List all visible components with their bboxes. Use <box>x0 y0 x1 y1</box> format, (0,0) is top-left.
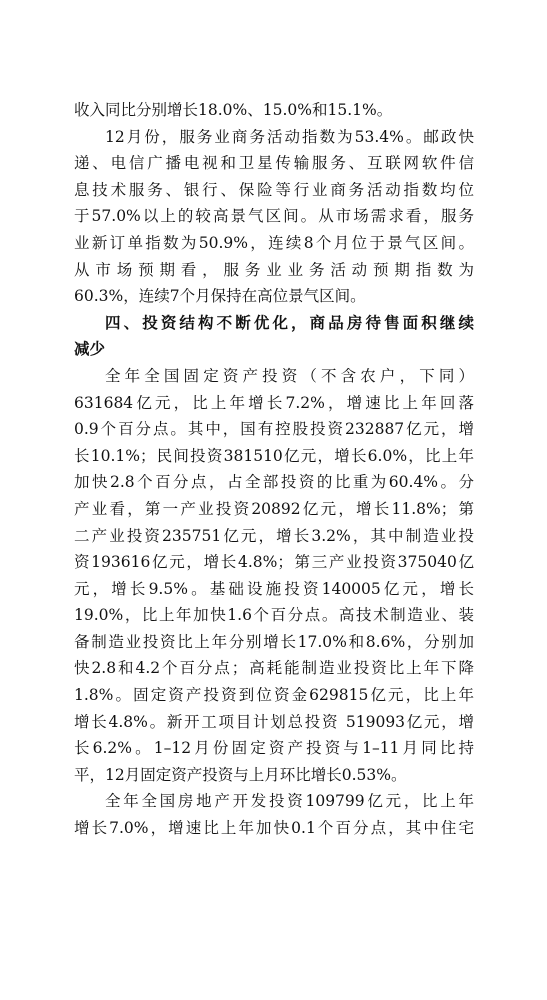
section-heading <box>74 310 474 363</box>
paragraph-fixed-asset-investment <box>74 363 474 789</box>
text-line: 60.3%，连续7个月保持在高位景气区间。 <box>74 287 366 306</box>
heading-line: 减少 <box>74 339 106 359</box>
text-line: 于57.0%以上的较高景气区间。从市场需求看，服务 <box>74 207 474 226</box>
text-line: 长6.2%。1–12月份固定资产投资与1–11月同比持 <box>74 739 474 758</box>
paragraph-real-estate-investment <box>74 788 474 841</box>
text-line: 资193616亿元，增长4.8%；第三产业投资375040亿 <box>74 553 474 572</box>
text-line: 全年全国固定资产投资（不含农户，下同） <box>105 366 474 385</box>
text-line: 0.9个百分点。其中，国有控股投资232887亿元，增 <box>74 420 474 439</box>
text-line: 加快2.8个百分点，占全部投资的比重为60.4%。分 <box>74 473 474 492</box>
text-line: 增长7.0%，增速比上年加快0.1个百分点，其中住宅 <box>74 819 474 838</box>
heading-line: 四、投资结构不断优化，商品房待售面积继续 <box>105 312 474 332</box>
text-line: 业新订单指数为50.9%，连续8个月位于景气区间。 <box>74 233 474 252</box>
text-line: 全年全国房地产开发投资109799亿元，比上年 <box>105 792 474 811</box>
paragraph-income-growth <box>74 97 474 124</box>
text-line: 增长4.8%。新开工项目计划总投资 519093亿元，增 <box>74 712 474 731</box>
text-line: 快2.8和4.2个百分点；高耗能制造业投资比上年下降 <box>74 659 474 678</box>
document-page <box>74 97 474 842</box>
text-line: 二产业投资235751亿元，增长3.2%，其中制造业投 <box>74 526 474 545</box>
text-line: 12月份，服务业商务活动指数为53.4%。邮政快 <box>105 127 474 146</box>
text-line: 息技术服务、银行、保险等行业商务活动指数均位 <box>74 180 474 199</box>
text-line: 元，增长9.5%。基础设施投资140005亿元，增长 <box>74 579 474 598</box>
text-line: 19.0%，比上年加快1.6个百分点。高技术制造业、装 <box>74 606 474 625</box>
text-line: 递、电信广播电视和卫星传输服务、互联网软件信 <box>74 154 474 173</box>
text-line: 平，12月固定资产投资与上月环比增长0.53%。 <box>74 765 407 784</box>
text-line: 长10.1%；民间投资381510亿元，增长6.0%，比上年 <box>74 446 474 465</box>
paragraph-services-pmi <box>74 124 474 310</box>
text-line: 631684亿元，比上年增长7.2%，增速比上年回落 <box>74 393 474 412</box>
text-line: 备制造业投资比上年分别增长17.0%和8.6%，分别加 <box>74 632 474 651</box>
text-line: 从市场预期看，服务业业务活动预期指数为 <box>74 260 474 279</box>
text-line: 产业看，第一产业投资20892亿元，增长11.8%；第 <box>74 499 474 518</box>
text-line: 收入同比分别增长18.0%、15.0%和15.1%。 <box>74 101 393 119</box>
text-line: 1.8%。固定资产投资到位资金629815亿元，比上年 <box>74 686 474 705</box>
